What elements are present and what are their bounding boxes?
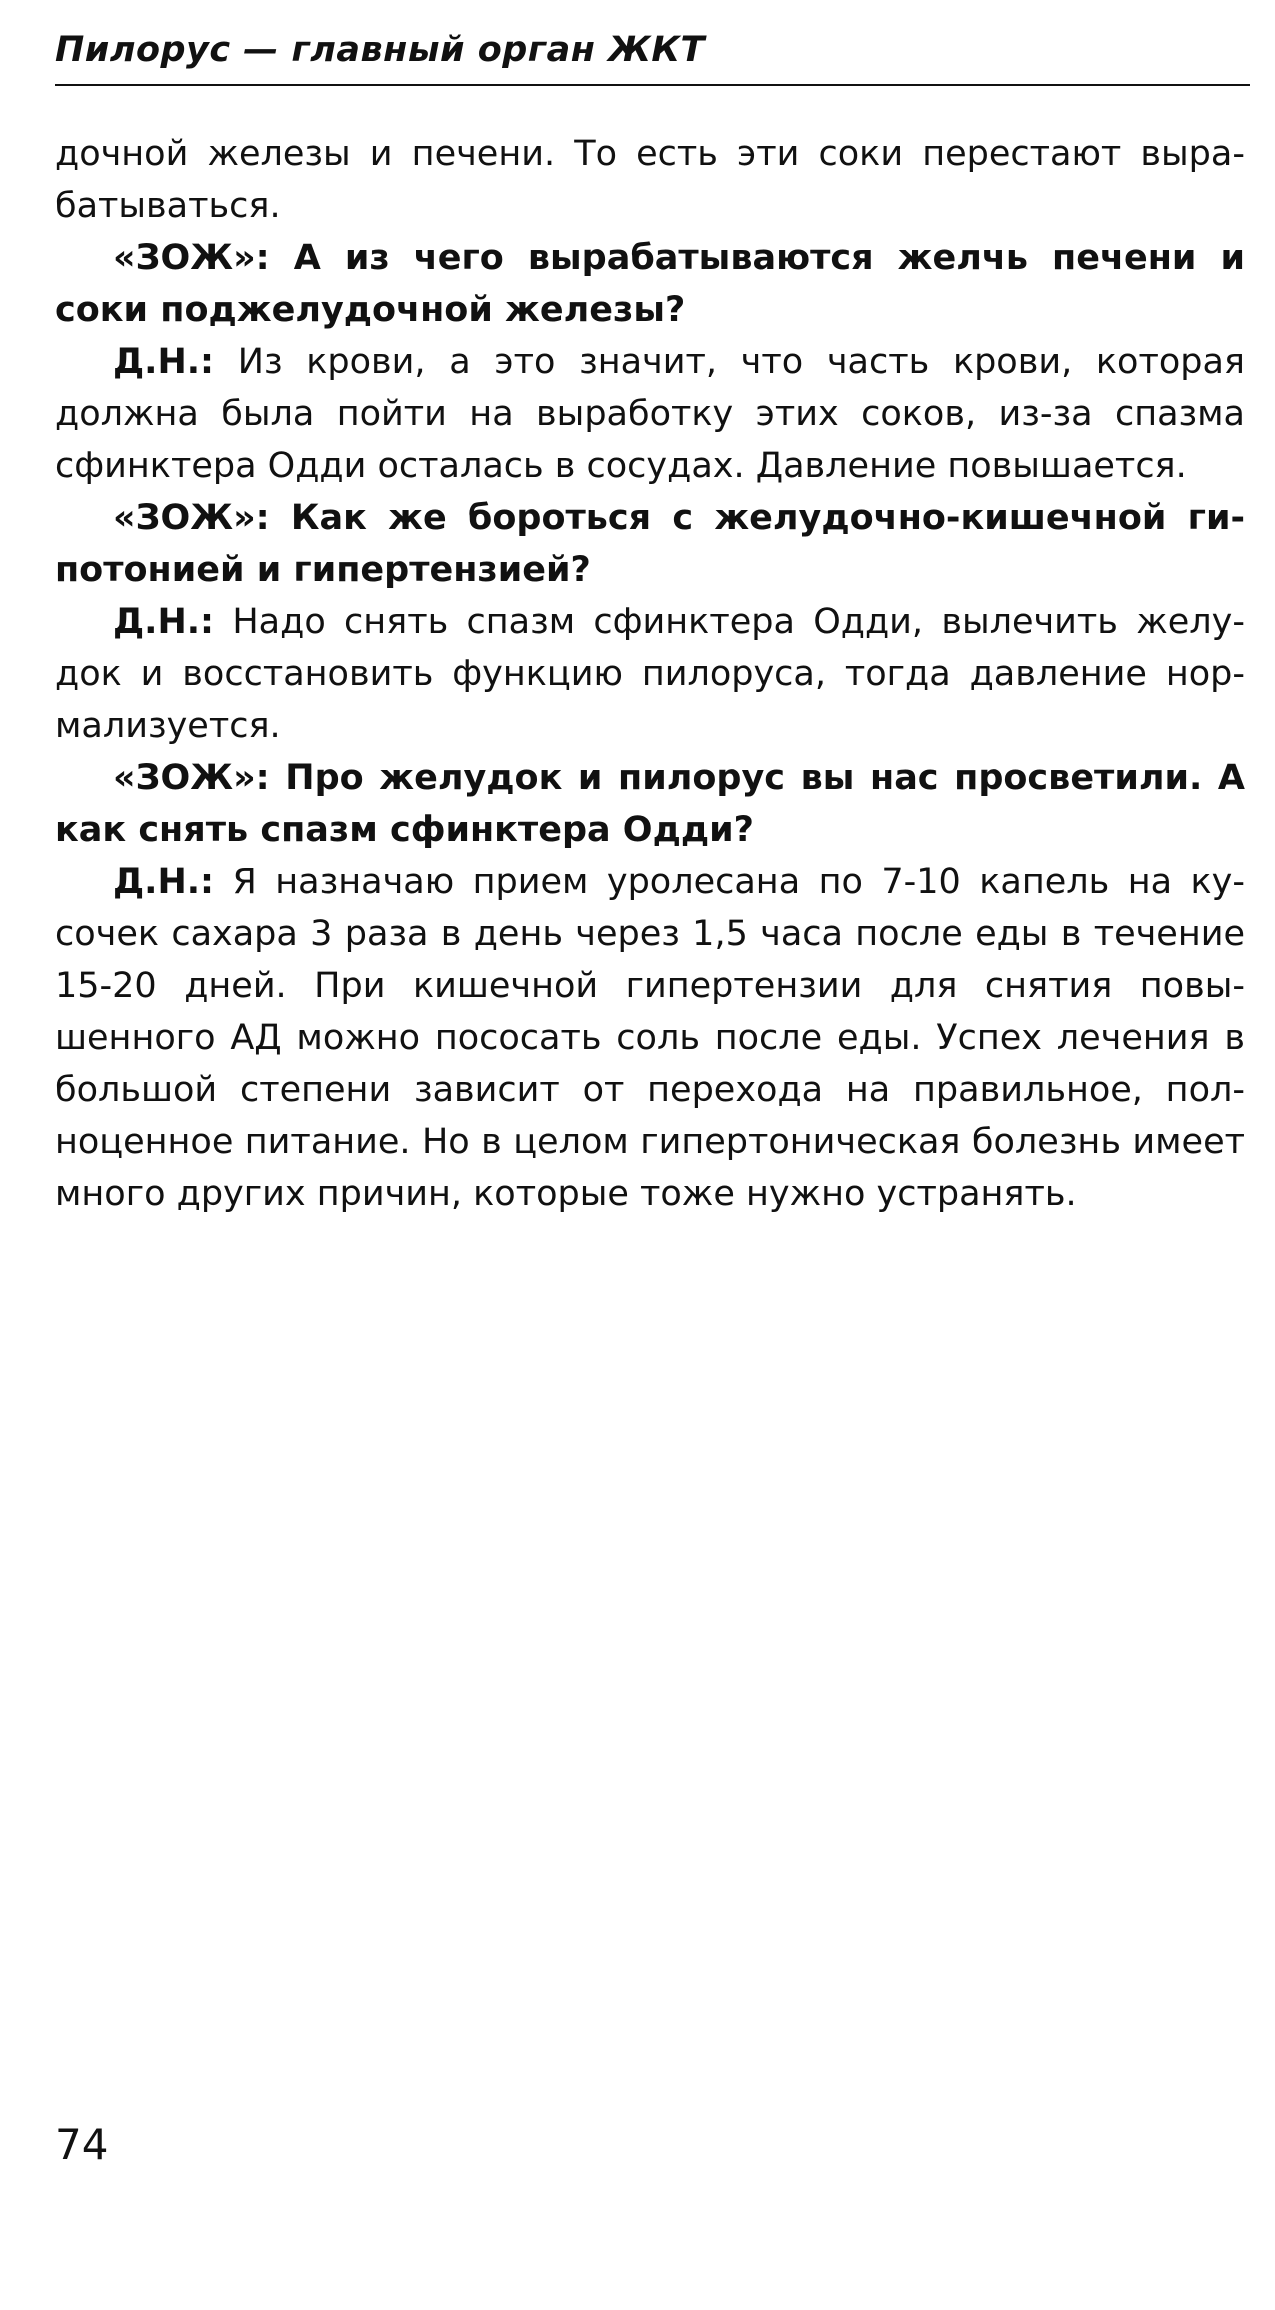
answer-paragraph xyxy=(55,336,1245,492)
speaker-label: Д.Н.: xyxy=(113,602,215,642)
running-header xyxy=(55,30,1250,86)
running-title: Пилорус — главный орган ЖКТ xyxy=(55,30,705,70)
paragraph-text: Я назначаю прием уролесана по 7-10 капель на кусочек сахара 3 раза в день через 1,5 часа после еды в течение 15-20 дней. При кишечной гипертензии для снятия повышенного АД можно пососать соль после еды. Успех лечения в большой степени зависит от перехода на правильное, полноценное питание. Но в целом гипертоническая болезнь имеет много других причин, которые тоже нужно устранять. xyxy=(55,862,1245,1214)
paragraph-text: Из крови, а это значит, что часть крови, которая должна была пойти на выработку этих соков, из-за спазма сфинктера Одди осталась в сосудах. Давление повышается. xyxy=(55,342,1245,486)
paragraph-text: А из чего вырабатываются желчь печени и соки поджелудочной железы? xyxy=(55,238,1245,330)
speaker-label: «ЗОЖ»: xyxy=(113,758,270,798)
speaker-label: Д.Н.: xyxy=(113,342,215,382)
speaker-label: «ЗОЖ»: xyxy=(113,498,270,538)
question-paragraph xyxy=(55,232,1245,336)
paragraph-text: Надо снять спазм сфинктера Одди, вылечить желудок и восстановить функцию пилоруса, тогда давление нормализуется. xyxy=(55,602,1245,746)
article-body xyxy=(55,128,1245,1220)
answer-paragraph xyxy=(55,596,1245,752)
speaker-label: Д.Н.: xyxy=(113,862,215,902)
paragraph-text: Про желудок и пилорус вы нас просветили. А как снять спазм сфинктера Одди? xyxy=(55,758,1245,850)
paragraph-text: дочной железы и печени. То есть эти соки перестают вырабатываться. xyxy=(55,134,1245,226)
question-paragraph xyxy=(55,752,1245,856)
paragraph-continuation xyxy=(55,128,1245,232)
answer-paragraph xyxy=(55,856,1245,1220)
page-number: 74 xyxy=(55,2120,109,2169)
question-paragraph xyxy=(55,492,1245,596)
speaker-label: «ЗОЖ»: xyxy=(113,238,270,278)
paragraph-text: Как же бороться с желудочно-кишечной гипотонией и гипертензией? xyxy=(55,498,1245,590)
